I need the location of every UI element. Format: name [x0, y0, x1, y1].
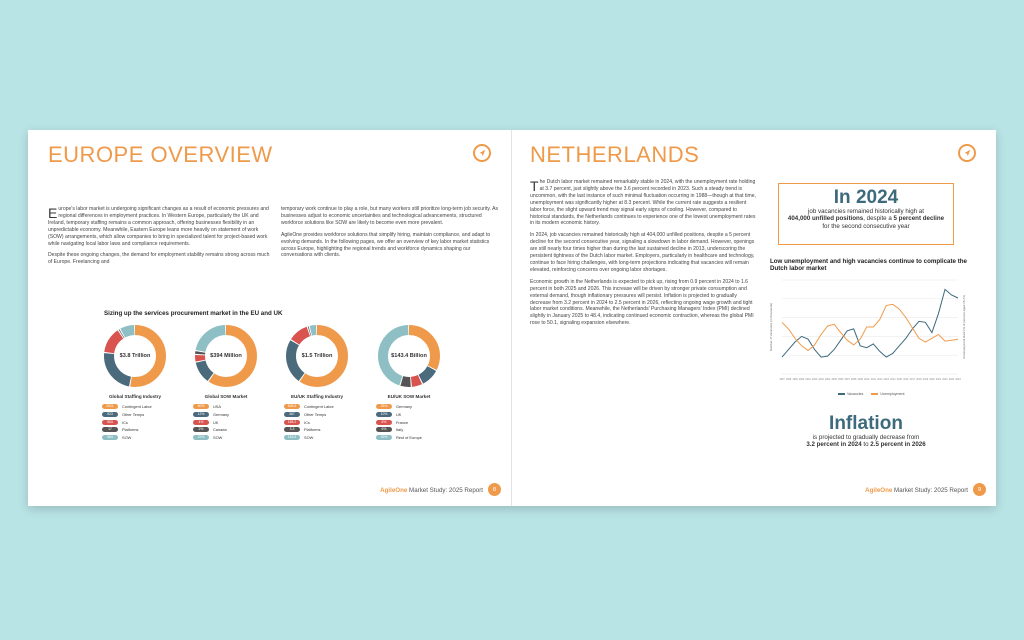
callout-line: , despite a [863, 215, 894, 223]
legend-value: 6% [376, 427, 392, 432]
page-footer [380, 487, 483, 494]
x-tick-label: 2016 [903, 378, 909, 381]
legend-label: UK [396, 411, 402, 417]
line-chart [768, 274, 968, 390]
donut-chart [102, 323, 172, 443]
line-chart-title: Low unemployment and high vacancies continue to complicate the Dutch labor market [770, 258, 967, 273]
legend-item [838, 392, 863, 396]
legend-label: Rest of Europe [396, 435, 422, 441]
x-tick-label: 2009 [857, 378, 863, 381]
y-axis-label: Number of Vacancies (in thousands) [769, 302, 773, 352]
legend-row [284, 404, 354, 409]
inflation-line: is projected to gradually decrease from [812, 434, 920, 441]
donut-center-value: $143.4 Billion [391, 353, 427, 359]
donut-center-value: $1.5 Trillion [301, 353, 333, 359]
legend-row [193, 404, 263, 409]
page-title: EUROPE OVERVIEW [48, 142, 273, 167]
legend-row [284, 435, 354, 440]
callout-2024 [778, 183, 954, 245]
paragraph: In 2024, job vacancies remained historically high at 404,000 unfilled positions, despite a 5 percent decline for the second consecutive year, signaling a slowdown in labor demand. However, openings are still nearly four times higher than during the last sustained decline in 2013, underscoring the persistent tightness of the Dutch labor market. Employers, particularly in healthcare and technology, continue to face hiring challenges, with long-term projections indicating that vacancies will remain elevated, reinforcing concerns over ongoing labor shortages. [530, 232, 755, 273]
legend-label: France [396, 419, 409, 425]
legend-value: 2021 [102, 404, 118, 409]
x-tick-label: 2002 [811, 378, 818, 381]
paragraph: Economic growth in the Netherlands is expected to pick up, rising from 0.9 percent in 2024 to 1.6 percent in both 2025 and 2026. This increase will be driven by stronger private consumption and external demand, though inflationary pressures will persist. Inflation is projected to gradually decrease from 3.2 percent in 2024 to 2.5 percent in 2026, reflecting ongoing wage growth and tight labor market conditions. Meanwhile, the Netherlands' Purchasing Managers' Index (PMI) declined slightly in January 2025 to 48.4, indicating continued economic contraction, whereas the global PMI rose to 50.1, signaling expansion elsewhere. [530, 278, 754, 327]
text-column-1 [48, 206, 272, 271]
legend-label: Platforms [122, 427, 139, 433]
x-tick-label: 2011 [870, 378, 876, 381]
legend-row [102, 420, 172, 425]
donut-title: EU/UK Staffing Industry [290, 394, 344, 399]
legend-value: 4% [193, 420, 209, 425]
legend-label: ICs [122, 419, 128, 425]
page-europe-overview [28, 130, 512, 506]
legend-label: USA [213, 404, 221, 409]
legend-label: Other Temps [122, 411, 145, 417]
callout-heading: In 2024 [833, 187, 899, 208]
legend-label: Italy [396, 427, 404, 433]
x-tick-label: 2004 [824, 378, 831, 381]
paragraph [530, 179, 758, 227]
inflation-callout [778, 414, 954, 449]
footer-text: Market Study: 2025 Report [894, 487, 968, 494]
x-tick-label: 2006 [838, 378, 844, 381]
donut-chart [193, 323, 263, 443]
x-tick-label: 2018 [916, 378, 922, 381]
x-tick-label: 2017 [909, 378, 916, 381]
legend-value: 22% [193, 435, 209, 440]
x-tick-label: 2008 [851, 378, 857, 381]
legend-label: Germany [213, 411, 229, 417]
legend-row [376, 412, 446, 417]
legend-row [376, 420, 446, 425]
legend-row [284, 412, 354, 417]
inflation-emphasis: 3.2 percent in 2024 [806, 441, 862, 449]
x-tick-label: 2020 [929, 378, 935, 381]
inflation-line: to [861, 441, 871, 449]
legend-item [871, 392, 904, 396]
legend-value: 905.6 [284, 404, 300, 409]
x-tick-label: 2022 [942, 378, 948, 381]
x-tick-label: 2012 [877, 378, 883, 381]
y2-axis-label: Unemployment Rate (% of persons aged 15-74) [962, 295, 966, 359]
x-tick-label: 2019 [922, 378, 929, 381]
footer-text: Market Study: 2025 Report [409, 487, 483, 494]
x-tick-label: 2024 [955, 378, 961, 381]
donut-title: Global Staffing Industry [108, 394, 162, 399]
legend-label: Canada [213, 427, 227, 433]
legend-value: 165.2 [284, 420, 300, 425]
x-tick-label: 1998 [785, 378, 792, 381]
legend-label: Other Temps [304, 411, 327, 417]
report-spread [28, 130, 996, 506]
page-netherlands [512, 130, 996, 506]
legend-value: 553 [102, 420, 118, 425]
paragraph-text: urope's labor market is undergoing significant changes as a result of economic pressures and regional differences in employment practices. In Western Europe, particularly the UK and Ireland, temporary staffing remains a common approach, offering businesses flexibility in an unpredictable economy. Meanwhile, Eastern Europe leans more heavily on statement of work (SOW) arrangements, which allow companies to bring in specialized talent for project-based work while navigating local labor laws and compliance requirements. [48, 206, 269, 247]
legend-row [102, 412, 172, 417]
series-line-vacancies [782, 289, 958, 357]
paragraph: Despite these ongoing changes, the demand for employment stability remains strong across much of Europe. Freelancing and [48, 252, 270, 266]
legend-row [376, 404, 446, 409]
legend-label: SOW [213, 435, 223, 441]
x-tick-label: 2010 [864, 378, 870, 381]
x-tick-label: 2013 [883, 378, 889, 381]
legend-label: Platforms [304, 427, 321, 433]
legend-row [193, 420, 263, 425]
donut-center-value: $3.8 Trillion [119, 353, 151, 359]
paragraph: temporary work continue to play a role, but many workers still prioritize long-term job security. As businesses adjust to economic uncertainties and technological advancements, structured workforce solutions like SOW are likely to become even more prevalent. [281, 206, 499, 226]
x-tick-label: 1999 [792, 378, 798, 381]
legend-row [193, 435, 263, 440]
legend-label: ICs [304, 419, 310, 425]
legend-row [376, 427, 446, 432]
text-column-2 [281, 206, 499, 264]
legend-row [193, 412, 263, 417]
x-tick-label: 2003 [818, 378, 824, 381]
legend-row [193, 427, 263, 432]
legend-value: 17 [102, 427, 118, 432]
paragraph-text: he Dutch labor market remained remarkably stable in 2024, with the unemployment rate holding at 3.7 percent, just slightly above the 3.6 percent recorded in 2023. Such a steady trend is uncommon, with the last instance of such minimal fluctuation occurring in 1988—though at that time, unemployment was significantly higher at 8.3 percent. While the current rate suggests a resilient labor force, the slight upward trend may signal early signs of cooling. However, compared to historical standards, the Netherlands continues to experience one of the lowest unemployment rates in its modern economic history. [530, 179, 756, 227]
paragraph: AgileOne provides workforce solutions that simplify hiring, maintain compliance, and adapt to evolving demands. In the following pages, we offer an overview of key labor market statistics across Europe, highlighting the regional trends and workforce dynamics shaping our conversations with clients. [281, 231, 491, 259]
drop-cap: E [48, 205, 58, 221]
legend-value: 60% [193, 404, 209, 409]
page-number: 9 [973, 483, 986, 496]
legend-label: Vacancies [847, 392, 864, 396]
legend-label: UK [213, 419, 219, 425]
legend-row [284, 427, 354, 432]
legend-label: Contingent Labor [122, 404, 152, 409]
text-column [530, 179, 758, 332]
legend-row [376, 435, 446, 440]
x-tick-label: 2015 [896, 378, 902, 381]
legend-label: Unemployment [880, 392, 905, 396]
page-footer [865, 487, 968, 494]
legend-value: 12% [193, 412, 209, 417]
compass-arrow-icon [958, 144, 976, 162]
legend-label: Contingent Labor [304, 404, 334, 409]
inflation-text [778, 434, 954, 449]
series-line-unemployment [782, 304, 958, 350]
callout-line: job vacancies remained historically high at [808, 208, 924, 215]
donut-title: Global SOW Market [204, 394, 248, 399]
legend-value: 2% [193, 427, 209, 432]
drop-cap: T [530, 178, 539, 194]
legend-row [284, 420, 354, 425]
legend-value: 10% [376, 412, 392, 417]
legend-value: 49% [376, 435, 392, 440]
legend-value: 367 [284, 412, 300, 417]
legend-row [102, 404, 172, 409]
page-title: NETHERLANDS [530, 142, 700, 167]
donut-title: EU/UK SOW Market [387, 394, 431, 399]
callout-emphasis: 5 percent decline [893, 215, 945, 223]
legend-value: 143.4 [284, 435, 300, 440]
legend-value: 6% [376, 420, 392, 425]
brand-name: AgileOne [380, 487, 408, 494]
legend-row [102, 427, 172, 432]
donut-center-value: $394 Million [210, 353, 242, 359]
legend-value: 923 [102, 412, 118, 417]
donut-section-title: Sizing up the services procurement market in the EU and UK [104, 310, 283, 317]
page-number: 8 [488, 483, 501, 496]
x-tick-label: 2000 [798, 378, 805, 381]
legend-row [102, 435, 172, 440]
callout-line: for the second consecutive year [822, 222, 910, 230]
x-tick-label: 2005 [831, 378, 837, 381]
legend-value: 584 [102, 435, 118, 440]
paragraph [48, 206, 272, 247]
callout-text [779, 208, 953, 230]
callout-emphasis: 404,000 unfilled positions [787, 215, 864, 223]
donut-chart [376, 323, 446, 443]
x-tick-label: 2021 [935, 378, 942, 381]
compass-arrow-icon [473, 144, 491, 162]
legend-label: SOW [122, 435, 132, 441]
legend-label: SOW [304, 435, 314, 441]
inflation-heading: Inflation [829, 413, 903, 434]
legend-value: 3.3 [284, 427, 300, 432]
x-tick-label: 2007 [844, 378, 850, 381]
line-chart-legend [838, 392, 913, 396]
legend-value: 33% [376, 404, 392, 409]
brand-name: AgileOne [865, 487, 893, 494]
donut-chart [284, 323, 354, 443]
x-tick-label: 1997 [779, 378, 785, 381]
x-tick-label: 2001 [805, 378, 811, 381]
inflation-emphasis: 2.5 percent in 2026 [870, 441, 926, 449]
x-tick-label: 2023 [948, 378, 955, 381]
legend-label: Germany [396, 404, 412, 409]
x-tick-label: 2014 [890, 378, 896, 381]
